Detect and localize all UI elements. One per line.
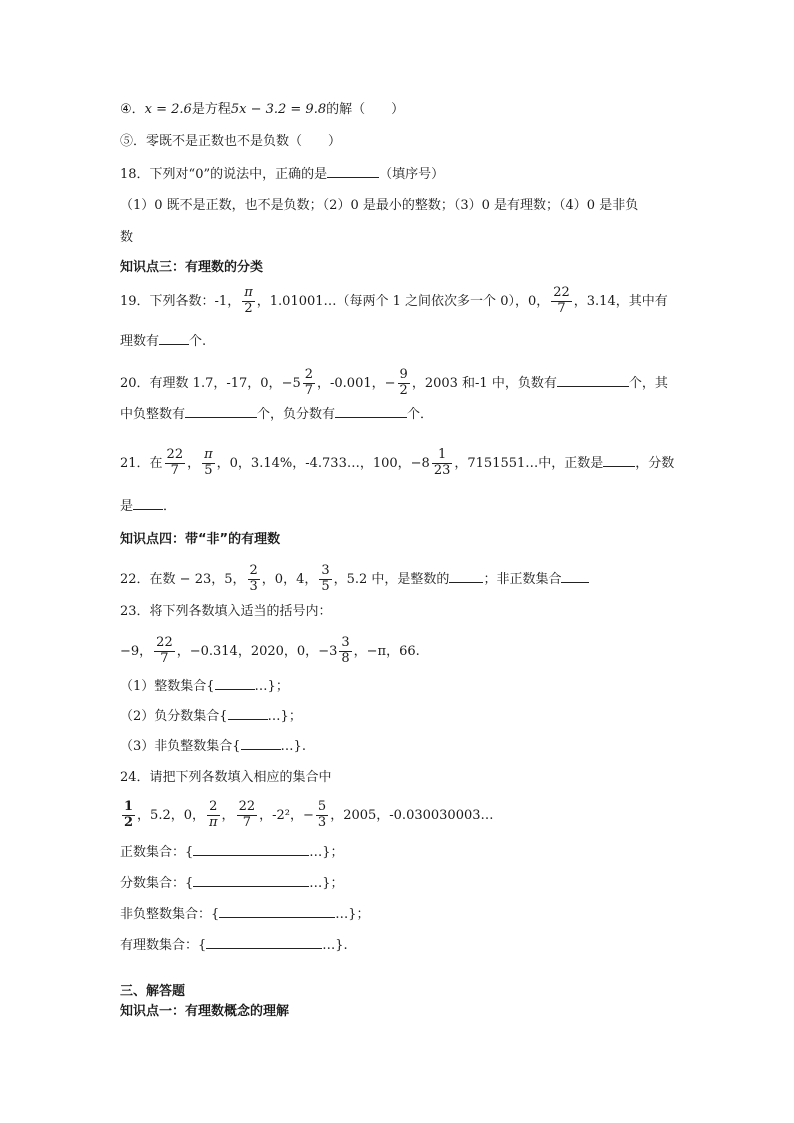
question-24-set-nonneg-int: 非负整数集合：{ …}； xyxy=(120,904,370,925)
mixed-number-neg-3-3-8: −3 $\frac{3}{8}$ xyxy=(318,635,350,666)
equation-x: x = 2.6 xyxy=(144,102,192,117)
answer-blank[interactable] xyxy=(449,569,483,583)
section-title-answers: 三、解答题 xyxy=(120,984,186,999)
section-heading-4: 知识点四：带“非”的有理数 xyxy=(120,532,281,547)
question-24-title: 24．请把下列各数填入相应的集合中 xyxy=(120,770,332,785)
fraction-2-over-pi: $\frac{2}{\pi}$ xyxy=(209,799,218,830)
question-23-set-3: （3）非负整数集合{ …}. xyxy=(120,736,306,757)
question-22: 22．在数 − 23，5， $\frac{2}{3}$ ，0，4， $\frac{3}{5}$ ，5.2 中，是整数的 ；非正数集合 xyxy=(120,564,589,595)
fraction-22-over-7: $\frac{22}{7}$ xyxy=(166,447,184,478)
answer-blank[interactable] xyxy=(185,404,257,418)
answer-blank[interactable] xyxy=(228,706,268,720)
question-24-set-positive: 正数集合：{ …}； xyxy=(120,842,344,863)
question-18-options: （1）0 既不是正数，也不是负数；（2）0 是最小的整数；（3）0 是有理数；（4）0 是非负 xyxy=(120,198,639,213)
question-24-set-fraction: 分数集合：{ …}； xyxy=(120,873,344,894)
fraction-9-over-2: $\frac{9}{2}$ xyxy=(399,367,408,398)
answer-blank[interactable] xyxy=(193,873,309,887)
question-21: 21．在 $\frac{22}{7}$ ， $\frac{\pi}{5}$ ，0，3.14%，-4.733…，100，−8 $\frac{1}{23}$ ，7151551…中，正数是 ，分数 xyxy=(120,447,675,478)
statement-5: ⑤．零既不是正数也不是负数（ ） xyxy=(120,134,342,149)
answer-blank[interactable] xyxy=(327,164,379,178)
fraction-5-over-3: $\frac{5}{3}$ xyxy=(317,799,327,830)
question-24-numbers: $\frac{1}{2}$ ，5.2，0， $\frac{2}{\pi}$ ， $\frac{22}{7}$ ，-2²，− $\frac{5}{3}$ ，2005，-0.030030003… xyxy=(124,799,494,830)
answer-blank[interactable] xyxy=(561,569,589,583)
question-19: 19．下列各数：-1， $\frac{\pi}{2}$ ，1.01001…（每两个 1 之间依次多一个 0），0， $\frac{22}{7}$ ，3.14，其中有 xyxy=(120,285,668,316)
answer-blank[interactable] xyxy=(193,842,309,856)
question-20: 20．有理数 1.7，-17，0，−5 $\frac{2}{7}$ ，-0.001，− $\frac{9}{2}$ ，2003 和-1 中，负数有 个，其 xyxy=(120,367,668,398)
question-23-title: 23．将下列各数填入适当的括号内： xyxy=(120,604,332,619)
question-20-cont: 中负整数有 个，负分数有 个． xyxy=(120,404,433,425)
fraction-2-over-3: $\frac{2}{3}$ xyxy=(249,563,258,594)
answer-blank[interactable] xyxy=(159,331,189,345)
question-23-set-1: （1）整数集合{ …}； xyxy=(120,676,289,697)
equation-main: 5x − 3.2 = 9.8 xyxy=(230,102,327,117)
answer-blank[interactable] xyxy=(603,453,635,467)
fraction-pi-over-2: $\frac{\pi}{2}$ xyxy=(244,285,253,316)
mixed-number-neg-8-1-23: −8 $\frac{1}{23}$ xyxy=(410,447,451,478)
answer-blank[interactable] xyxy=(133,496,163,510)
answer-blank[interactable] xyxy=(215,676,255,690)
question-24-set-rational: 有理数集合：{ …}. xyxy=(120,935,348,956)
mixed-number-neg-5-2-7: −5 $\frac{2}{7}$ xyxy=(281,367,314,398)
section-heading-1: 知识点一：有理数概念的理解 xyxy=(120,1004,290,1019)
fraction-22-over-7: $\frac{22}{7}$ xyxy=(553,285,570,316)
fraction-22-over-7: $\frac{22}{7}$ xyxy=(156,635,173,666)
question-18-options-cont: 数 xyxy=(120,230,134,245)
question-23-numbers: −9， $\frac{22}{7}$ ，−0.314，2020，0，−3 $\frac{3}{8}$ ，−π，66. xyxy=(120,635,420,666)
answer-blank[interactable] xyxy=(557,373,629,387)
question-19-cont: 理数有 个. xyxy=(120,331,206,352)
question-18: 18．下列对“0”的说法中，正确的是 （填序号） xyxy=(120,164,444,185)
statement-4: ④．x = 2.6是方程5x − 3.2 = 9.8的解（ ） xyxy=(120,102,405,117)
question-23-set-2: （2）负分数集合{ …}； xyxy=(120,706,302,727)
answer-blank[interactable] xyxy=(219,904,335,918)
fraction-pi-over-5: $\frac{\pi}{5}$ xyxy=(204,447,213,478)
question-21-cont: 是 ． xyxy=(120,496,176,517)
fraction-1-over-2: $\frac{1}{2}$ xyxy=(124,799,134,830)
fraction-22-over-7: $\frac{22}{7}$ xyxy=(238,799,256,830)
answer-blank[interactable] xyxy=(241,736,281,750)
answer-blank[interactable] xyxy=(335,404,407,418)
section-heading-3: 知识点三：有理数的分类 xyxy=(120,260,264,275)
fraction-3-over-5: $\frac{3}{5}$ xyxy=(321,563,330,594)
answer-blank[interactable] xyxy=(206,935,322,949)
